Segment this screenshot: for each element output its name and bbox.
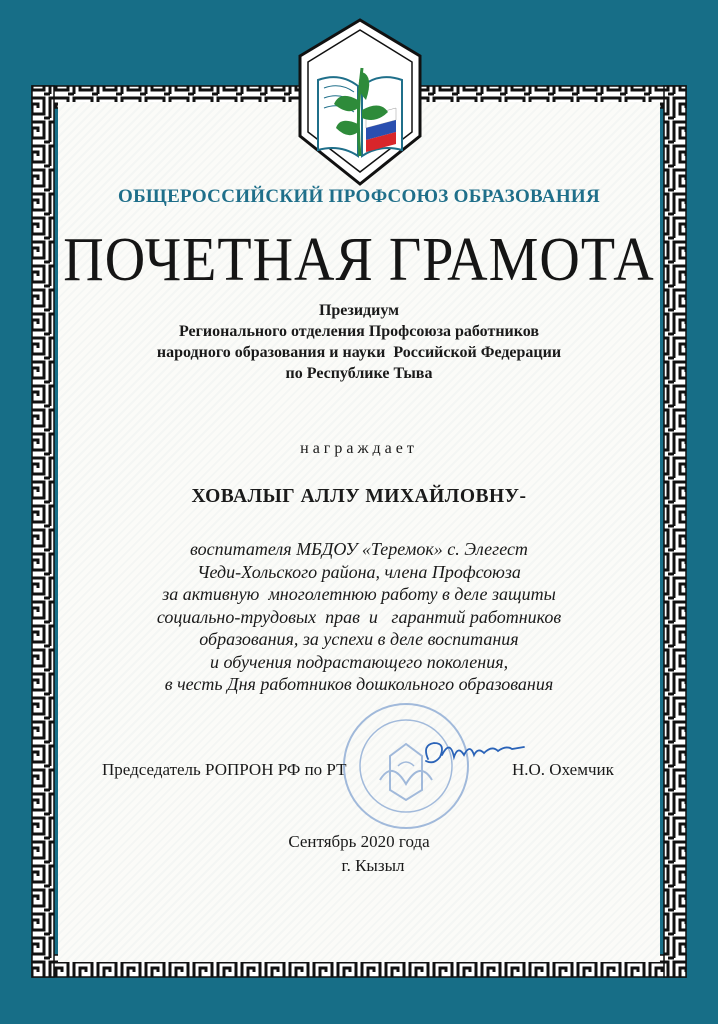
issuer-line: Президиум <box>318 302 400 319</box>
reason-line: за активную многолетнюю работу в деле защиты <box>162 584 556 604</box>
union-name: ОБЩЕРОССИЙСКИЙ ПРОФСОЮЗ ОБРАЗОВАНИЯ <box>117 186 600 207</box>
reason-line: в честь Дня работников дошкольного образования <box>164 674 554 694</box>
issue-city: г. Кызыл <box>341 856 405 875</box>
signatory-name: Н.О. Охемчик <box>512 760 614 779</box>
awards-verb: награждает <box>300 440 418 457</box>
union-emblem-icon <box>296 16 424 188</box>
reason-line: воспитателя МБДОУ «Теремок» с. Элегест <box>190 539 528 559</box>
awardee-name: ХОВАЛЫГ АЛЛУ МИХАЙЛОВНУ- <box>191 486 527 507</box>
certificate-title: ПОЧЕТНАЯ ГРАМОТА <box>63 225 655 295</box>
signature-row <box>0 760 718 784</box>
issuer-line: по Республике Тыва <box>285 365 433 382</box>
issuer-line: Регионального отделения Профсоюза работников <box>178 323 540 340</box>
issuer-line: народного образования и науки Российской Федерации <box>156 344 562 361</box>
issue-date: Сентябрь 2020 года <box>288 832 430 851</box>
reason-line: Чеди-Хольского района, члена Профсоюза <box>197 561 521 582</box>
reason-line: образования, за успехи в деле воспитания <box>199 629 519 649</box>
award-reason <box>0 538 718 696</box>
reason-line: и обучения подрастающего поколения, <box>209 651 509 672</box>
signatory-title: Председатель РОПРОН РФ по РТ <box>102 760 347 779</box>
reason-line: социально-трудовых прав и гарантий работников <box>156 606 562 627</box>
issuer-block <box>0 300 718 384</box>
